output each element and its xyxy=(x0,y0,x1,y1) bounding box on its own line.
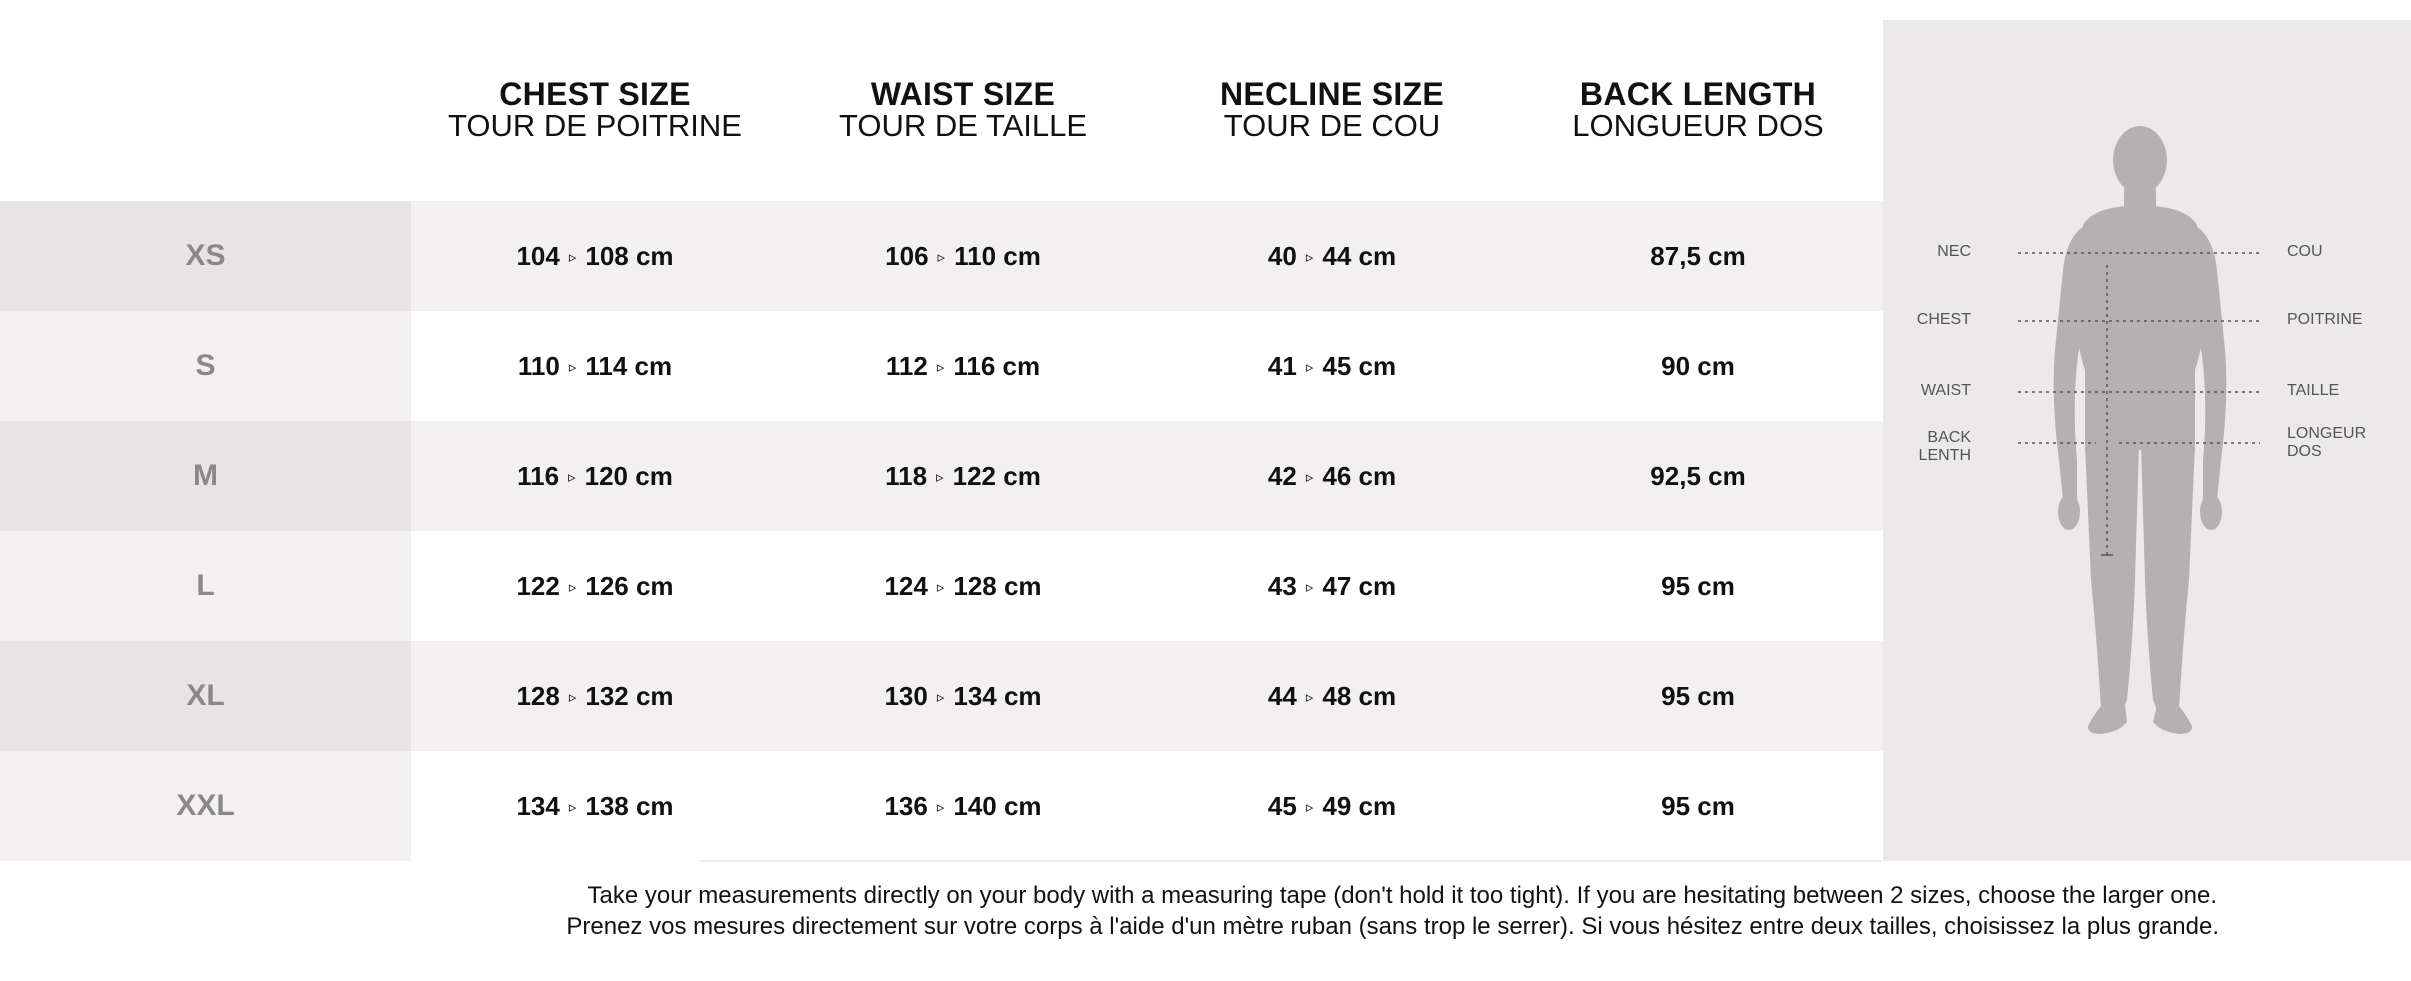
waist-value: 118 ▹ 122 cm xyxy=(885,460,1041,491)
back-length-value: 95 cm xyxy=(1661,680,1735,711)
range-arrow-icon: ▹ xyxy=(936,689,945,706)
label-back-length-en: BACK LENTH xyxy=(1918,429,1971,465)
range-arrow-icon: ▹ xyxy=(1305,689,1314,706)
size-label: M xyxy=(0,421,411,531)
back-length-value: 92,5 cm xyxy=(1650,460,1746,491)
label-neck-fr: COU xyxy=(2287,243,2323,260)
range-arrow-icon: ▹ xyxy=(936,579,945,596)
range-arrow-icon: ▹ xyxy=(937,249,946,266)
waist-value: 112 ▹ 116 cm xyxy=(885,350,1041,381)
range-arrow-icon: ▹ xyxy=(936,359,945,376)
range-arrow-icon: ▹ xyxy=(568,249,577,266)
range-arrow-icon: ▹ xyxy=(1305,579,1314,596)
column-title: NECLINE SIZE xyxy=(1219,76,1445,112)
range-arrow-icon: ▹ xyxy=(936,799,945,816)
table-row-xxl xyxy=(0,751,1883,861)
label-back-length-fr: LONGEUR DOS xyxy=(2287,425,2367,461)
column-title: WAIST SIZE xyxy=(870,76,1056,112)
chest-value: 128 ▹ 132 cm xyxy=(516,680,674,711)
measurement-note-fr: Prenez vos mesures directement sur votre corps à l'aide d'un mètre ruban (sans trop le serrer). Si vous hésitez entre deux tailles, choisissez la plus grande. xyxy=(566,913,2219,940)
chest-value: 122 ▹ 126 cm xyxy=(516,570,674,601)
table-row-xs xyxy=(0,201,1883,311)
neck-value: 44 ▹ 48 cm xyxy=(1267,680,1397,711)
chest-value: 134 ▹ 138 cm xyxy=(516,790,674,821)
range-arrow-icon: ▹ xyxy=(1305,249,1314,266)
column-header-neck xyxy=(1182,78,1482,141)
column-header-back-length xyxy=(1548,78,1848,141)
table-row-xl xyxy=(0,641,1883,751)
waist-value: 130 ▹ 134 cm xyxy=(884,680,1042,711)
neck-value: 40 ▹ 44 cm xyxy=(1267,240,1397,271)
range-arrow-icon: ▹ xyxy=(568,799,577,816)
column-subtitle: TOUR DE TAILLE xyxy=(838,108,1088,143)
table-row-s xyxy=(0,311,1883,421)
column-title: BACK LENGTH xyxy=(1579,76,1817,112)
range-arrow-icon: ▹ xyxy=(1305,359,1314,376)
size-label: XL xyxy=(0,641,411,751)
chest-value: 110 ▹ 114 cm xyxy=(517,350,673,381)
chest-value: 116 ▹ 120 cm xyxy=(517,460,673,491)
neck-value: 42 ▹ 46 cm xyxy=(1267,460,1397,491)
column-header-chest xyxy=(445,78,745,141)
size-label: XXL xyxy=(0,751,411,861)
label-chest-en: CHEST xyxy=(1916,311,1971,328)
chest-value: 104 ▹ 108 cm xyxy=(516,240,674,271)
column-subtitle: TOUR DE COU xyxy=(1223,108,1441,143)
column-subtitle: TOUR DE POITRINE xyxy=(448,108,742,143)
size-label: S xyxy=(0,311,411,421)
measurement-figure-panel xyxy=(1883,20,2411,861)
label-waist-fr: TAILLE xyxy=(2287,382,2340,399)
neck-value: 43 ▹ 47 cm xyxy=(1267,570,1397,601)
waist-value: 106 ▹ 110 cm xyxy=(885,240,1041,271)
range-arrow-icon: ▹ xyxy=(1305,469,1314,486)
table-row-m xyxy=(0,421,1883,531)
neck-value: 45 ▹ 49 cm xyxy=(1267,790,1397,821)
neck-value: 41 ▹ 45 cm xyxy=(1267,350,1397,381)
range-arrow-icon: ▹ xyxy=(936,469,944,486)
column-header-waist xyxy=(813,78,1113,141)
label-chest-fr: POITRINE xyxy=(2287,311,2363,328)
size-label: L xyxy=(0,531,411,641)
size-label: XS xyxy=(0,201,411,311)
label-waist-en: WAIST xyxy=(1920,382,1971,399)
waist-value: 136 ▹ 140 cm xyxy=(884,790,1042,821)
column-subtitle: LONGUEUR DOS xyxy=(1572,108,1824,143)
label-neck-en: NEC xyxy=(1937,243,1971,260)
back-length-value: 95 cm xyxy=(1661,570,1735,601)
range-arrow-icon: ▹ xyxy=(1305,799,1314,816)
back-length-value: 95 cm xyxy=(1661,790,1735,821)
measurement-note-en: Take your measurements directly on your body with a measuring tape (don't hold it too tight). If you are hesitating between 2 sizes, choose the larger one. xyxy=(587,882,2217,909)
back-length-value: 87,5 cm xyxy=(1650,240,1746,271)
range-arrow-icon: ▹ xyxy=(568,579,577,596)
waist-value: 124 ▹ 128 cm xyxy=(884,570,1042,601)
range-arrow-icon: ▹ xyxy=(568,469,576,486)
range-arrow-icon: ▹ xyxy=(568,689,577,706)
range-arrow-icon: ▹ xyxy=(568,359,577,376)
table-row-l xyxy=(0,531,1883,641)
column-title: CHEST SIZE xyxy=(499,76,691,112)
back-length-value: 90 cm xyxy=(1661,350,1735,381)
table-bottom-divider xyxy=(699,860,1882,862)
